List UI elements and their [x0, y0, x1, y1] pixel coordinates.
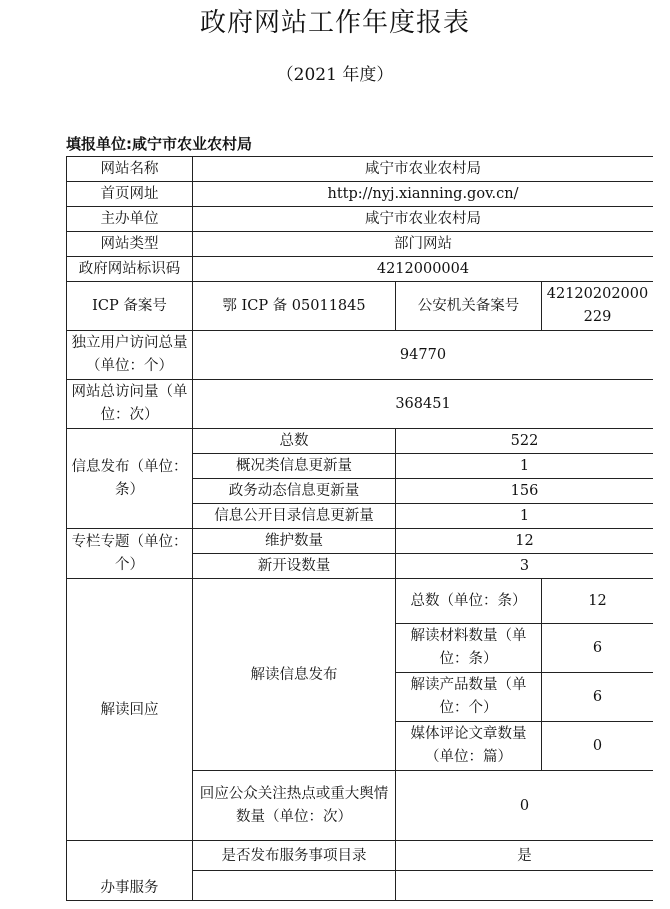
section-label: 解读回应: [67, 579, 193, 841]
cell-value: 鄂 ICP 备 05011845: [193, 282, 396, 331]
cell-value: 6: [542, 624, 654, 673]
cell-label: 网站总访问量（单位：次）: [67, 380, 193, 429]
cell-value: 94770: [193, 331, 654, 380]
table-row: [67, 579, 654, 624]
table-row: [67, 429, 654, 454]
section-label: 信息发布（单位：条）: [67, 429, 193, 529]
cell-label: 总数: [193, 429, 396, 454]
table-row: [67, 529, 654, 554]
table-row: [67, 157, 654, 182]
cell-label: 公安机关备案号: [396, 282, 542, 331]
cell-value: 咸宁市农业农村局: [193, 157, 654, 182]
cell-label: ICP 备案号: [67, 282, 193, 331]
report-year: （2021 年度）: [276, 65, 394, 85]
cell-label: 主办单位: [67, 207, 193, 232]
cell-value: 是: [396, 841, 654, 871]
cell-value: 部门网站: [193, 232, 654, 257]
cell-label: 网站类型: [67, 232, 193, 257]
cell-label: 独立用户访问总量（单位：个）: [67, 331, 193, 380]
cell-label: 回应公众关注热点或重大舆情数量（单位：次）: [193, 771, 396, 841]
table-row: [67, 182, 654, 207]
table-row: [67, 380, 654, 429]
cell-label: 政务动态信息更新量: [193, 479, 396, 504]
cell-value: 0: [396, 771, 654, 841]
table-row: [67, 841, 654, 871]
report-table: [66, 156, 653, 901]
cell-value: 3: [396, 554, 654, 579]
cell-value: 6: [542, 673, 654, 722]
report-table-container: [66, 156, 653, 909]
cell-value: 0: [542, 722, 654, 771]
cell-label: 媒体评论文章数量（单位：篇）: [396, 722, 542, 771]
cell-label: 新开设数量: [193, 554, 396, 579]
report-title: 政府网站工作年度报表: [199, 8, 470, 38]
table-row: [67, 207, 654, 232]
section-label: 专栏专题（单位：个）: [67, 529, 193, 579]
cell-value: 1: [396, 454, 654, 479]
reporting-unit: 填报单位:咸宁市农业农村局: [66, 135, 252, 153]
cell-value: 12: [396, 529, 654, 554]
homepage-link[interactable]: http://nyj.xianning.gov.cn/: [193, 182, 654, 207]
cell-label: 信息公开目录信息更新量: [193, 504, 396, 529]
cell-value: 12: [542, 579, 654, 624]
table-row: [67, 232, 654, 257]
cell-label: 政府网站标识码: [67, 257, 193, 282]
cell-value: 522: [396, 429, 654, 454]
cell-label: 首页网址: [67, 182, 193, 207]
cell-value: [396, 871, 654, 901]
cell-value: 368451: [193, 380, 654, 429]
cell-value: 156: [396, 479, 654, 504]
cell-label: 是否发布服务事项目录: [193, 841, 396, 871]
cell-label: 概况类信息更新量: [193, 454, 396, 479]
table-row: [67, 331, 654, 380]
table-row: [67, 282, 654, 331]
cell-label: 解读产品数量（单位：个）: [396, 673, 542, 722]
table-row: [67, 257, 654, 282]
cell-label: 总数（单位：条）: [396, 579, 542, 624]
cell-label: 解读材料数量（单位：条）: [396, 624, 542, 673]
cell-label: 网站名称: [67, 157, 193, 182]
cell-label: [193, 871, 396, 901]
cell-value: 咸宁市农业农村局: [193, 207, 654, 232]
cell-value: 42120202000229: [542, 282, 654, 331]
section-label: 办事服务: [67, 841, 193, 901]
cell-label: 解读信息发布: [193, 579, 396, 771]
cell-value: 4212000004: [193, 257, 654, 282]
cell-label: 维护数量: [193, 529, 396, 554]
cell-value: 1: [396, 504, 654, 529]
